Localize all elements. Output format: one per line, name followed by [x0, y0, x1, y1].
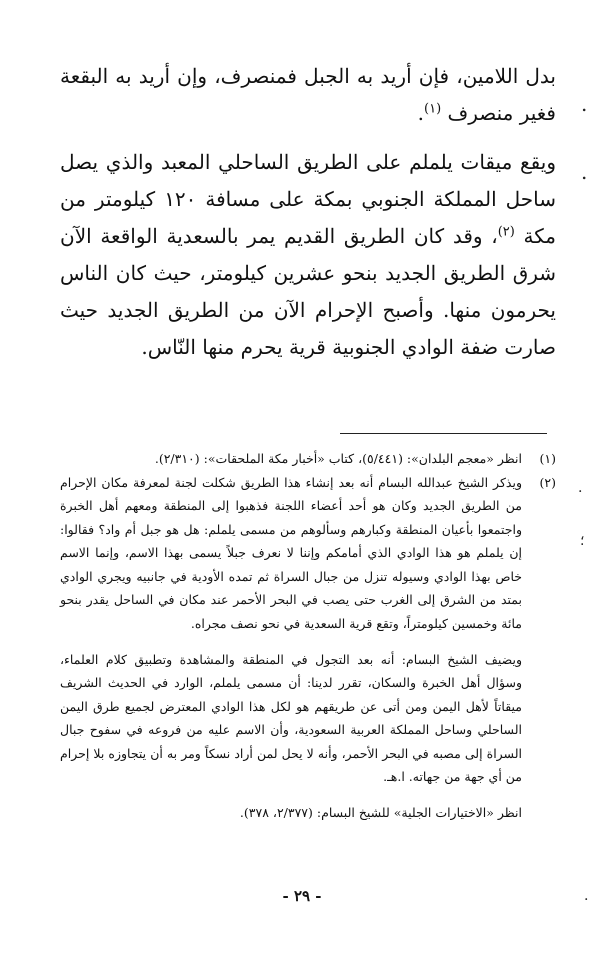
footnote-continuation	[60, 648, 556, 825]
margin-mark: .	[581, 92, 588, 116]
footnote-ref[interactable]: (١)	[424, 101, 442, 117]
margin-mark: .	[578, 480, 583, 496]
footnote-divider	[340, 433, 547, 434]
footnote	[60, 471, 556, 636]
footnote-source: انظر «الاختيارات الجلية» للشيخ البسام: (٢/٣٧٧، ٣٧٨).	[239, 805, 522, 820]
margin-mark: .	[581, 160, 588, 184]
paragraph	[60, 58, 556, 132]
main-text	[60, 58, 556, 366]
footnote-number: (١)	[539, 451, 556, 466]
footnote-number: (٢)	[539, 474, 556, 490]
paragraph-text: ، وقد كان الطريق القديم يمر بالسعدية الواقعة الآن شرق الطريق الجديد بنحو عشرين كيلومتر، حيث كان الناس يحرمون منها. وأصبح الإحرام الآن من الطريق الجديد حيث صارت ضفة الوادي الجنوبية قرية يحرم منها النّاس.	[60, 224, 556, 359]
footnote-paragraph: ويضيف الشيخ البسام: أنه بعد التجول في المنطقة والمشاهدة وتطبيق كلام العلماء، وسؤال أهل الخبرة والسكان، تقرر لدينا: أن مسمى يلملم، الوارد في الحديث الشريف ميقاتاً لأهل اليمن ومن أتى عن طريقهم هو لكل هذا الوادي المعترض لجميع طرق اليمن الساحلي وساحل المملكة العربية السعودية، وأن الاسم عليه من فروعه في سفوح جبال السراة إلى مصبه في البحر الأحمر، وأنه لا يحل لمن أراد نسكاً ومر به أن يتجاوزه بلا إحرام من أي جهة من جهاته. ا.هـ.	[60, 651, 522, 784]
page-number: - ٢٩ -	[282, 887, 322, 905]
paragraph-text: بدل اللامين، فإن أريد به الجبل فمنصرف، وإن أريد به البقعة فغير منصرف	[60, 64, 556, 125]
footnote-ref[interactable]: (٢)	[497, 224, 515, 240]
paragraph-text: .	[417, 101, 424, 125]
margin-mark: .	[584, 888, 589, 904]
footnote-text: انظر «معجم البلدان»: (٥/٤٤١)، كتاب «أخبار مكة الملحقات»: (٢/٣١٠).	[154, 451, 522, 466]
margin-mark: ؛	[580, 533, 585, 549]
footnotes	[60, 447, 556, 837]
footnote	[60, 447, 556, 471]
footnote-text: ويذكر الشيخ عبدالله البسام أنه بعد إنشاء هذا الطريق شكلت لجنة لمعرفة مكان الإحرام من الطريق الجديد وكان هو أحد أعضاء اللجنة فذهبوا إلى المنطقة ومعهم أهل الخبرة واجتمعوا بأعيان المنطقة وكبارهم وسألوهم من مسمى يلملم: هل هو جبل أم واد؟ فقالوا: إن يلملم هو هذا الوادي الذي أمامكم وإننا لا نعرف جبلاً يسمى بهذا الاسم، وإنما الاسم خاص بهذا الوادي وسيوله تنزل من جبال السراة ثم تمده الأودية في جانبيه ويجري الوادي بمتد من الشرق إلى الغرب حتى يصب في البحر الأحمر عند مكان في الساحل يقدر بنحو مائة وخمسين كيلومتراً، وتقع قرية السعدية في نحو نصف مجراه.	[60, 474, 522, 631]
paragraph-text: ويقع ميقات يلملم على الطريق الساحلي المعبد والذي يصل ساحل المملكة الجنوبي بمكة على مسافة ١٢٠ كيلومتر من مكة	[60, 150, 556, 248]
paragraph	[60, 144, 556, 366]
